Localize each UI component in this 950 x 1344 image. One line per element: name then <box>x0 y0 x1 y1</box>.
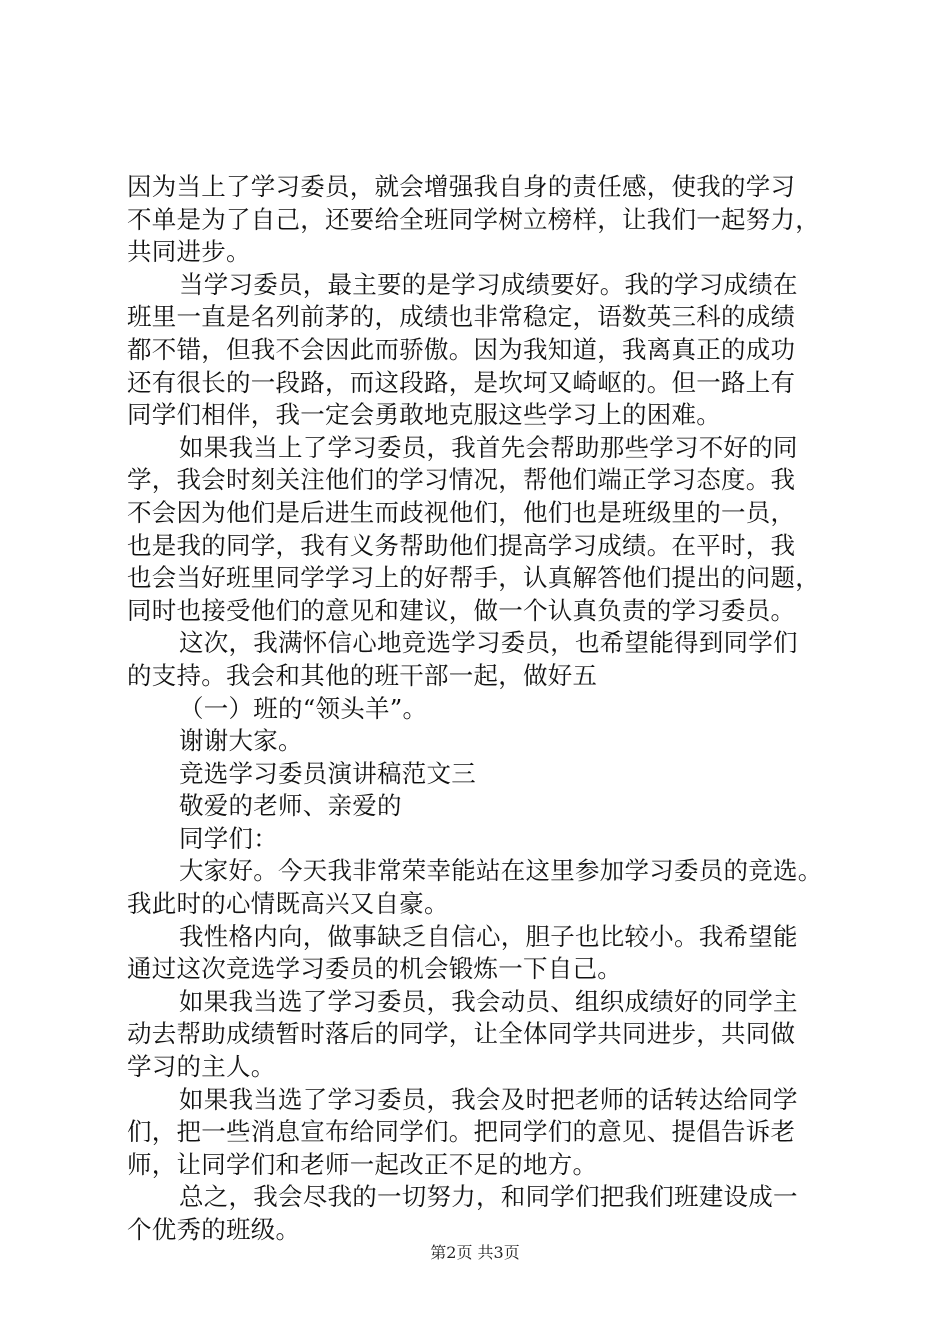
paragraph-first-line: 当学习委员，最主要的是学习成绩要好。我的学习成绩在 <box>179 269 798 299</box>
text-line: 师，让同学们和老师一起改正不足的地方。 <box>127 1149 598 1179</box>
text-line: 我此时的心情既高兴又自豪。 <box>127 889 449 919</box>
text-line: 们，把一些消息宣布给同学们。把同学们的意见、提倡告诉老 <box>127 1117 796 1147</box>
text-line: 的支持。我会和其他的班干部一起，做好五 <box>127 660 598 690</box>
text-line: 班里一直是名列前茅的，成绩也非常稳定，语数英三科的成绩 <box>127 302 796 332</box>
text-line: 动去帮助成绩暂时落后的同学，让全体同学共同进步，共同做 <box>127 1019 796 1049</box>
paragraph-first-line: 我性格内向，做事缺乏自信心，胆子也比较小。我希望能 <box>179 921 798 951</box>
text-line: 共同进步。 <box>127 237 251 267</box>
text-line: 同学们相伴，我一定会勇敢地克服这些学习上的困难。 <box>127 400 721 430</box>
text-line: 也会当好班里同学学习上的好帮手，认真解答他们提出的问题， <box>127 563 820 593</box>
document-body <box>127 171 837 1247</box>
text-line: 不单是为了自己，还要给全班同学树立榜样，让我们一起努力， <box>127 204 820 234</box>
text-line: 因为当上了学习委员，就会增强我自身的责任感，使我的学习 <box>127 172 796 201</box>
salutation-line: 敬爱的老师、亲爱的 <box>179 791 402 821</box>
paragraph-first-line: 总之，我会尽我的一切努力，和同学们把我们班建设成一 <box>179 1182 798 1212</box>
page-number-footer: 第2页 共3页 <box>430 1243 520 1262</box>
paragraph-first-line: 如果我当上了学习委员，我首先会帮助那些学习不好的同 <box>179 432 798 462</box>
section-heading: 竞选学习委员演讲稿范文三 <box>179 758 476 788</box>
text-line: 学，我会时刻关注他们的学习情况，帮他们端正学习态度。我 <box>127 465 796 495</box>
salutation-line: 同学们： <box>179 823 278 853</box>
text-line: 不会因为他们是后进生而歧视他们，他们也是班级里的一员， <box>127 497 796 527</box>
paragraph-first-line: 如果我当选了学习委员，我会动员、组织成绩好的同学主 <box>179 986 798 1016</box>
paragraph-first-line: 如果我当选了学习委员，我会及时把老师的话转达给同学 <box>179 1084 798 1114</box>
text-line: 都不错，但我不会因此而骄傲。因为我知道，我离真正的成功 <box>127 334 796 364</box>
paragraph-first-line: 谢谢大家。 <box>179 726 303 756</box>
text-line: 同时也接受他们的意见和建议，做一个认真负责的学习委员。 <box>127 595 796 625</box>
paragraph-first-line: 这次，我满怀信心地竞选学习委员，也希望能得到同学们 <box>179 628 798 658</box>
paragraph-first-line: （一）班的“领头羊”。 <box>179 693 428 723</box>
text-line: 也是我的同学，我有义务帮助他们提高学习成绩。在平时，我 <box>127 530 796 560</box>
paragraph-first-line: 大家好。今天我非常荣幸能站在这里参加学习委员的竞选。 <box>179 856 823 886</box>
text-line: 学习的主人。 <box>127 1052 276 1082</box>
text-line: 个优秀的班级。 <box>127 1215 301 1244</box>
text-line: 还有很长的一段路，而这段路，是坎坷又崎岖的。但一路上有 <box>127 367 796 397</box>
text-line: 通过这次竞选学习委员的机会锻炼一下自己。 <box>127 954 622 984</box>
